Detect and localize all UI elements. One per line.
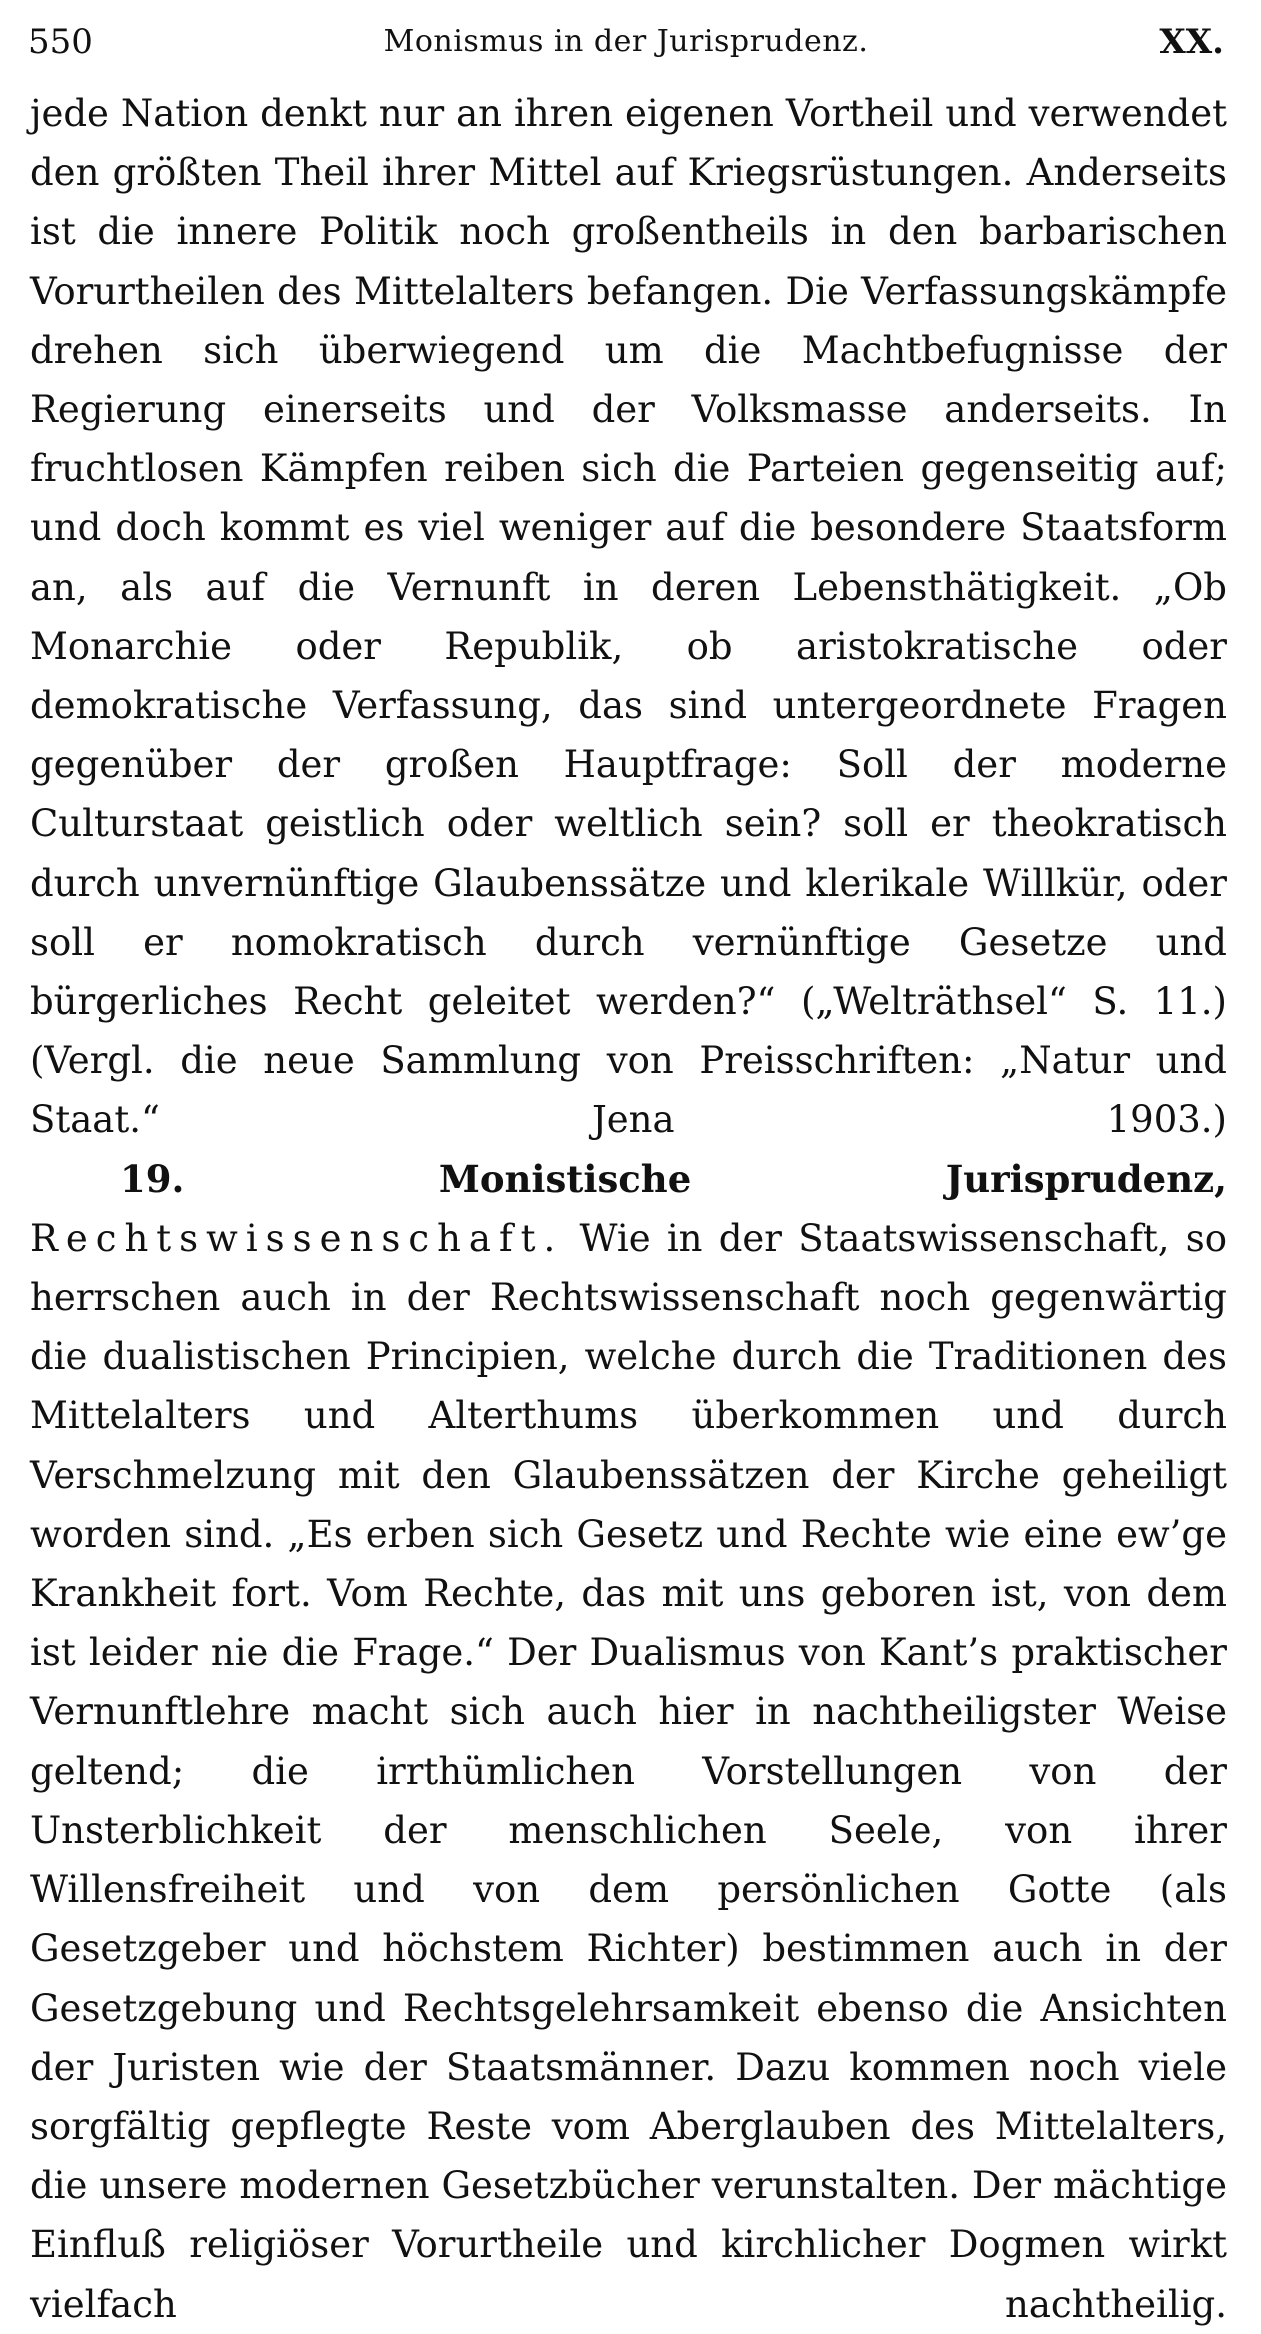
section-paragraph bbox=[30, 1150, 1227, 2334]
page-body bbox=[30, 84, 1227, 2334]
section-subheading: Rechtswissenschaft. bbox=[30, 1216, 564, 1260]
section-heading: 19. Monistische Jurisprudenz, bbox=[120, 1156, 1227, 1201]
section-text: Wie in der Staatswissenschaft, so herrschen auch in der Rechtswissenschaft noch gegenwärtig die dualistischen Principien, welche durch die Traditionen des Mittelalters und Alterthums überkommen und durch Verschmelzung mit den Glaubenssätzen der Kirche geheiligt worden sind. „Es erben sich Gesetz und Rechte wie eine ew’ge Krankheit fort. Vom Rechte, das mit uns geboren ist, von dem ist leider nie die Frage.“ Der Dualismus von Kant’s praktischer Vernunftlehre macht sich auch hier in nachtheiligster Weise geltend; die irrthümlichen Vorstellungen von der Unsterblichkeit der menschlichen Seele, von ihrer Willensfreiheit und von dem persönlichen Gotte (als Gesetzgeber und höchstem Richter) bestimmen auch in der Gesetzgebung und Rechtsgelehrsamkeit ebenso die Ansichten der Juristen wie der Staatsmänner. Dazu kommen noch viele sorgfältig gepflegte Reste vom Aberglauben des Mittelalters, die unsere modernen Gesetzbücher verunstalten. Der mächtige Einfluß religiöser Vorurtheile und kirchlicher Dogmen wirkt vielfach nachtheilig. bbox=[30, 1216, 1227, 2326]
page-number: 550 bbox=[28, 22, 93, 62]
chapter-number: XX. bbox=[1159, 22, 1224, 62]
paragraph-continued: jede Nation denkt nur an ihren eigenen Vortheil und verwendet den größten Theil ihrer Mittel auf Kriegsrüstungen. Anderseits ist die innere Politik noch großentheils in den barbarischen Vorurtheilen des Mittelalters befangen. Die Verfassungskämpfe drehen sich überwiegend um die Machtbefugnisse der Regierung einerseits und der Volksmasse anderseits. In fruchtlosen Kämpfen reiben sich die Parteien gegenseitig auf; und doch kommt es viel weniger auf die besondere Staatsform an, als auf die Vernunft in deren Lebensthätigkeit. „Ob Monarchie oder Republik, ob aristokratische oder demokratische Verfassung, das sind untergeordnete Fragen gegenüber der großen Hauptfrage: Soll der moderne Culturstaat geistlich oder weltlich sein? soll er theokratisch durch unvernünftige Glaubenssätze und klerikale Willkür, oder soll er nomokratisch durch vernünftige Gesetze und bürgerliches Recht geleitet werden?“ („Welträthsel“ S. 11.) (Vergl. die neue Sammlung von Preisschriften: „Natur und Staat.“ Jena 1903.) bbox=[30, 92, 1227, 1142]
running-title: Monismus in der Jurisprudenz. bbox=[383, 24, 869, 59]
page-header bbox=[28, 14, 1224, 70]
